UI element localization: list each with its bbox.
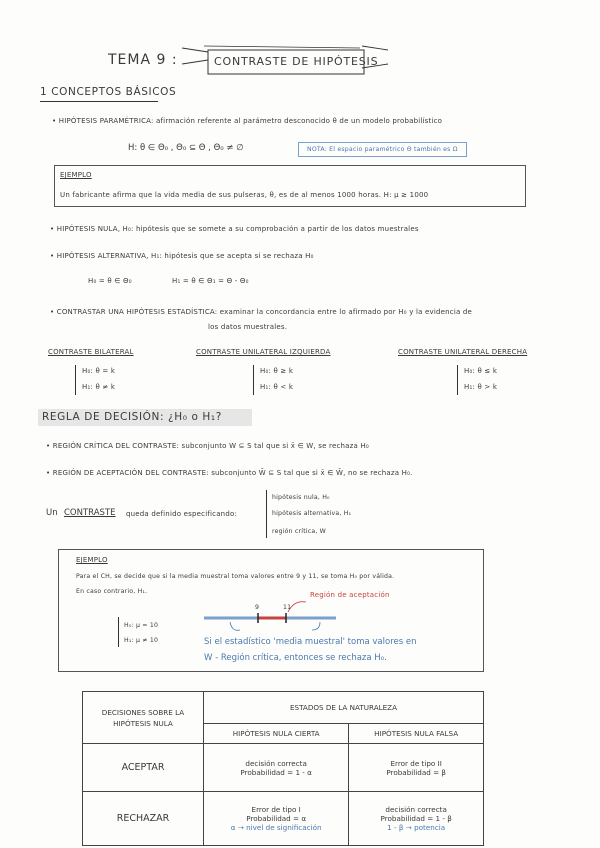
ejemplo2-h0: H₀: μ = 10 xyxy=(124,622,159,629)
contraste-bilateral-title: CONTRASTE BILATERAL xyxy=(48,348,134,356)
number-line-diagram xyxy=(200,596,340,636)
contraste-derecha-title: CONTRASTE UNILATERAL DERECHA xyxy=(398,348,528,356)
contrastar-line-2: los datos muestrales. xyxy=(208,323,288,331)
hip-nula: • HIPÓTESIS NULA, H₀: hipótesis que se somete a su comprobación a partir de los datos muestrales xyxy=(50,225,419,233)
definido-item-2: hipótesis alternativa, H₁ xyxy=(272,510,352,517)
bilateral-h0: H₀: θ = k xyxy=(82,367,116,375)
ejemplo2-h1: H₁: μ ≠ 10 xyxy=(124,637,159,644)
hip-parametrica: • HIPÓTESIS PARAMÉTRICA: afirmación referente al parámetro desconocido θ de un modelo probabilístico xyxy=(52,117,443,125)
heading-underline xyxy=(40,101,158,102)
brace-derecha xyxy=(457,365,462,395)
cell-rechazar-falsa xyxy=(349,792,484,846)
head-right-text: ESTADOS DE LA NATURALEZA xyxy=(289,703,397,712)
definido-post: queda definido especificando: xyxy=(126,510,238,518)
rechazar-text: RECHAZAR xyxy=(116,813,170,824)
col2-text: HIPÓTESIS NULA FALSA xyxy=(374,729,459,738)
region-aceptacion-label: Región de aceptación xyxy=(310,591,390,599)
cell-aceptar-cierta xyxy=(204,744,349,792)
cell-text: Probabilidad = α xyxy=(246,814,307,823)
cell-text: Error de tipo I xyxy=(251,805,301,814)
cell-text: Probabilidad = β xyxy=(386,767,446,777)
table-head-estados xyxy=(204,692,484,724)
region-aceptacion: • REGIÓN DE ACEPTACIÓN DEL CONTRASTE: subconjunto W̄ ⊆ S tal que si x̄ ∈ W̄, no se rechaza H₀. xyxy=(46,469,413,477)
ejemplo-box-1 xyxy=(54,165,526,207)
blue-note-line-1: Si el estadístico 'media muestral' toma valores en xyxy=(204,637,417,647)
col-nula-falsa xyxy=(349,724,484,744)
number-9: 9 xyxy=(255,604,260,611)
row-label-aceptar xyxy=(83,744,204,792)
definido-item-3: región crítica, W xyxy=(272,528,326,535)
cell-text: Error de tipo II xyxy=(390,758,442,768)
section-heading-regla-text: REGLA DE DECISIÓN: ¿H₀ o H₁? xyxy=(42,411,222,423)
ejemplo-text-1: Un fabricante afirma que la vida media de sus pulseras, θ, es de al menos 1000 horas. H: μ ≥ 1000 xyxy=(60,191,429,199)
derecha-h0: H₀: θ ≤ k xyxy=(464,367,498,375)
ejemplo2-line-1: Para el CH, se decide que si la media muestral toma valores entre 9 y 11, se toma H₀ por válida. xyxy=(76,573,395,580)
decision-table xyxy=(82,691,484,846)
cell-text: decisión correcta xyxy=(245,758,307,768)
number-11: 11 xyxy=(283,604,292,611)
cell-text: Probabilidad = 1 - β xyxy=(380,814,452,823)
h0-def: H₀ = θ ∈ Θ₀ xyxy=(88,277,132,285)
tema-label: TEMA 9 : xyxy=(108,52,178,68)
ejemplo2-line-2: En caso contrario, H₁. xyxy=(76,588,148,595)
ejemplo-label-2: EJEMPLO xyxy=(76,556,108,564)
col1-text: HIPÓTESIS NULA CIERTA xyxy=(232,729,320,738)
brace-izquierda xyxy=(253,365,258,395)
definido-item-1: hipótesis nula, H₀ xyxy=(272,494,330,501)
brace-ejemplo2 xyxy=(118,617,123,647)
hip-formula: H: θ ∈ Θ₀ , Θ₀ ⊆ Θ , Θ₀ ≠ ∅ xyxy=(128,143,244,153)
izquierda-h1: H₁: θ < k xyxy=(260,383,294,391)
aceptar-text: ACEPTAR xyxy=(121,762,165,773)
row-label-rechazar xyxy=(83,792,204,846)
table-head-decisiones xyxy=(83,692,204,744)
table-row xyxy=(83,744,484,792)
definido-word: CONTRASTE xyxy=(64,508,116,518)
nota-box: NOTA: El espacio paramétrico Θ también es Ω xyxy=(298,142,467,157)
cell-text-blue: 1 - β → potencia xyxy=(387,823,446,832)
cell-rechazar-cierta xyxy=(204,792,349,846)
hip-alternativa: • HIPÓTESIS ALTERNATIVA, H₁: hipótesis que se acepta si se rechaza H₀ xyxy=(50,252,314,260)
izquierda-h0: H₀: θ ≥ k xyxy=(260,367,294,375)
contraste-izquierda-title: CONTRASTE UNILATERAL IZQUIERDA xyxy=(196,348,331,356)
head-left-text: DECISIONES SOBRE LA HIPÓTESIS NULA xyxy=(101,707,185,728)
table-row xyxy=(83,792,484,846)
col-nula-cierta xyxy=(204,724,349,744)
page-title: CONTRASTE DE HIPÓTESIS xyxy=(214,55,379,68)
contrastar-line-1: • CONTRASTAR UNA HIPÓTESIS ESTADÍSTICA: examinar la concordancia entre lo afirmado por H₀ y la evidencia de xyxy=(50,308,473,316)
brace-definido xyxy=(266,490,271,538)
cell-text: Probabilidad = 1 - α xyxy=(240,767,312,777)
section-heading-conceptos: 1 CONCEPTOS BÁSICOS xyxy=(40,86,177,98)
bilateral-h1: H₁: θ ≠ k xyxy=(82,383,116,391)
brace-bilateral xyxy=(75,365,80,395)
cell-text-blue: α → nivel de significación xyxy=(230,823,322,832)
ejemplo-label-1: EJEMPLO xyxy=(60,171,92,179)
h1-def: H₁ = θ ∈ Θ₁ = Θ - Θ₀ xyxy=(172,277,249,285)
blue-note-line-2: W - Región crítica, entonces se rechaza H₀. xyxy=(204,653,387,663)
definido-pre: Un xyxy=(46,508,58,518)
derecha-h1: H₁: θ > k xyxy=(464,383,498,391)
region-critica: • REGIÓN CRÍTICA DEL CONTRASTE: subconjunto W ⊆ S tal que si x̄ ∈ W, se rechaza H₀ xyxy=(46,442,369,450)
cell-text: decisión correcta xyxy=(385,805,447,814)
cell-aceptar-falsa xyxy=(349,744,484,792)
